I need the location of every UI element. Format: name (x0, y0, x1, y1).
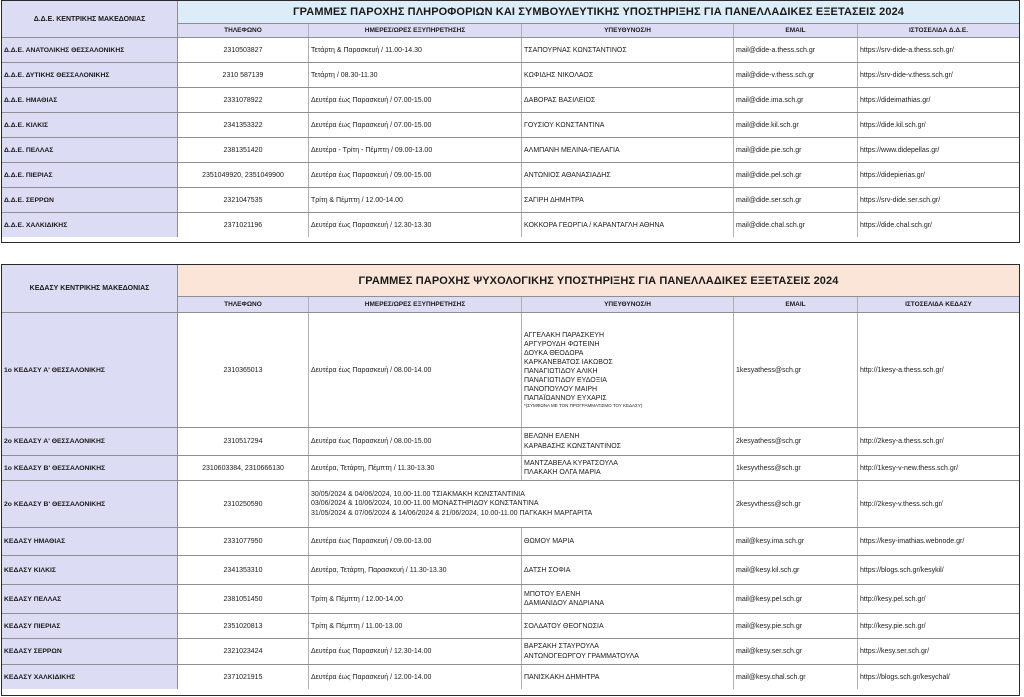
email-link[interactable]: mail@dide.kil.sch.gr (734, 113, 858, 137)
table-row (2, 427, 1019, 455)
row-org-name: Δ.Δ.Ε. ΣΕΡΡΩΝ (2, 188, 178, 212)
person-name: ΚΑΡΚΑΝΕΒΑΤΟΣ ΙΑΚΩΒΟΣ (524, 358, 613, 366)
table-row (2, 584, 1019, 613)
person-name: ΣΟΛΔΑΤΟΥ ΘΕΟΓΝΩΣΙΑ (524, 622, 604, 630)
table-row (2, 212, 1019, 237)
row-org-name: 2ο ΚΕΔΑΣΥ Β' ΘΕΣΣΑΛΟΝΙΚΗΣ (2, 481, 178, 527)
email-link[interactable]: mail@dide.pie.sch.gr (734, 138, 858, 162)
col-hours: ΗΜΕΡΕΣ/ΩΡΕΣ ΕΞΥΠΗΡΕΤΗΣΗΣ (309, 297, 522, 312)
col-website: ΙΣΤΟΣΕΛΙΔΑ Δ.Δ.Ε. (908, 27, 969, 34)
person-name: ΔΟΥΚΑ ΘΕΟΔΩΡΑ (524, 349, 584, 357)
person-name: ΠΑΝΑΓΙΩΤΙΔΟΥ ΕΥΔΟΞΙΑ (524, 377, 607, 385)
service-hours: Δευτέρα, Τετάρτη, Παρασκευή / 11.30-13.30 (309, 556, 522, 584)
row-org-name: Δ.Δ.Ε. ΑΝΑΤΟΛΙΚΗΣ ΘΕΣΣΑΛΟΝΙΚΗΣ (2, 38, 178, 62)
row-org-name: Δ.Δ.Ε. ΚΙΛΚΙΣ (2, 113, 178, 137)
website-link[interactable]: https://dide.chal.sch.gr/ (860, 221, 932, 229)
table-row (2, 555, 1019, 584)
phone-number: 2341353310 (178, 556, 309, 584)
table-row (2, 137, 1019, 162)
website-link[interactable]: https://kesy.ser.sch.gr/ (860, 648, 930, 655)
schedule-line: 30/05/2024 & 04/06/2024, 10.00-11.00 ΤΣΙΑΚΜΑΚΗ ΚΩΝΣΤΑΝΤΙΝΙΑ (311, 491, 525, 499)
service-hours: Τρίτη & Πέμπτη / 12.00-14.00 (309, 188, 522, 212)
person-name: ΔΑΤΣΗ ΣΟΦΙΑ (524, 566, 571, 574)
email-link[interactable]: mail@dide.ima.sch.gr (734, 88, 858, 112)
phone-number: 2310503827 (178, 38, 309, 62)
person-name: ΠΑΝΑΓΙΩΤΙΔΟΥ ΑΛΙΚΗ (524, 368, 598, 376)
table-row (2, 480, 1019, 527)
table-row (2, 187, 1019, 212)
website-link[interactable]: https://kesy-imathias.webnode.gr/ (860, 538, 965, 545)
website-link[interactable]: http://1kesy-a.thess.sch.gr/ (860, 366, 944, 374)
responsible-person: ΤΣΑΠΟΥΡΝΑΣ ΚΩΝΣΤΑΝΤΙΝΟΣ (522, 38, 734, 62)
person-name: ΒΑΡΣΑΚΗ ΣΤΑΥΡΟΥΛΑ (524, 643, 599, 651)
phone-number: 2381051450 (178, 585, 309, 613)
email-link[interactable]: mail@kesy.chal.sch.gr (734, 665, 858, 689)
phone-number: 2381351420 (178, 138, 309, 162)
phone-number: 2351020813 (178, 614, 309, 638)
website-link[interactable]: https://didepierias.gr/ (860, 171, 925, 179)
email-link[interactable]: mail@kesy.kil.sch.gr (734, 556, 858, 584)
phone-number: 2331077950 (178, 528, 309, 555)
phone-number: 2371021196 (178, 213, 309, 237)
email-link[interactable]: mail@dide.pel.sch.gr (734, 163, 858, 187)
table-row (2, 527, 1019, 555)
table-row (2, 37, 1019, 62)
table-header (2, 265, 1019, 312)
row-org-name: 2ο ΚΕΔΑΣΥ Α' ΘΕΣΣΑΛΟΝΙΚΗΣ (2, 428, 178, 455)
row-org-name: ΚΕΔΑΣΥ ΧΑΛΚΙΔΙΚΗΣ (2, 665, 178, 689)
website-link[interactable]: https://blogs.sch.gr/kesychal/ (860, 673, 950, 681)
service-hours: Δευτέρα έως Παρασκευή / 07.00-15.00 (309, 113, 522, 137)
website-link[interactable]: http://kesy.pie.sch.gr/ (860, 622, 926, 630)
row-org-name: 1ο ΚΕΔΑΣΥ Α' ΘΕΣΣΑΛΟΝΙΚΗΣ (2, 313, 178, 427)
service-hours: Δευτέρα έως Παρασκευή / 12.30-14.00 (309, 639, 522, 664)
phone-number: 2310365013 (178, 313, 309, 427)
website-link[interactable]: https://srv-dide-v.thess.sch.gr/ (860, 71, 953, 79)
person-name: ΠΑΝΙΣΚΑΚΗ ΔΗΜΗΤΡΑ (524, 673, 600, 681)
responsible-person: ΣΑΓΙΡΗ ΔΗΜΗΤΡΑ (522, 188, 734, 212)
row-org-name: Δ.Δ.Ε. ΠΙΕΡΙΑΣ (2, 163, 178, 187)
responsible-persons (522, 585, 734, 613)
kedasy-support-table (1, 264, 1020, 696)
col-phone: ΤΗΛΕΦΩΝΟ (178, 297, 309, 312)
responsible-persons (522, 428, 734, 455)
person-name: ΚΑΡΑΒΑΣΗΣ ΚΩΝΣΤΑΝΤΙΝΟΣ (524, 442, 621, 450)
phone-number: 2341353322 (178, 113, 309, 137)
person-name: ΠΑΝΟΠΟΥΛΟΥ ΜΑΙΡΗ (524, 386, 598, 394)
table-row (2, 455, 1019, 480)
service-hours: Τρίτη & Πέμπτη / 11.00-13.00 (309, 614, 522, 638)
table-org-heading: Δ.Δ.Ε. ΚΕΝΤΡΙΚΗΣ ΜΑΚΕΔΟΝΙΑΣ (2, 1, 178, 37)
responsible-persons (522, 313, 734, 427)
table-title: ΓΡΑΜΜΕΣ ΠΑΡΟΧΗΣ ΠΛΗΡΟΦΟΡΙΩΝ ΚΑΙ ΣΥΜΒΟΥΛΕΥΤΙΚΗΣ ΥΠΟΣΤΗΡΙΞΗΣ ΓΙΑ ΠΑΝΕΛΛΑΔΙΚΕΣ ΕΞΕΤΑΣΕΙΣ 2024 (178, 1, 1019, 24)
email-link[interactable]: mail@kesy.ser.sch.gr (734, 639, 858, 664)
phone-number: 2310517294 (178, 428, 309, 455)
row-org-name: Δ.Δ.Ε. ΔΥΤΙΚΗΣ ΘΕΣΣΑΛΟΝΙΚΗΣ (2, 63, 178, 87)
service-hours: Δευτέρα έως Παρασκευή / 08.00-15.00 (309, 428, 522, 455)
email-link[interactable]: 2kesyathess@sch.gr (734, 428, 858, 455)
col-person: ΥΠΕΥΘΥΝΟΣ/Η (522, 297, 734, 312)
service-hours: Δευτέρα έως Παρασκευή / 08.00-14.00 (309, 313, 522, 427)
website-link[interactable]: https://blogs.sch.gr/kesykil/ (860, 566, 944, 574)
responsible-person: ΚΟΚΚΟΡΑ ΓΕΩΡΓΙΑ / ΚΑΡΑΝΤΑΓΛΗ ΑΘΗΝΑ (522, 213, 734, 237)
person-name: ΒΕΛΩΝΗ ΕΛΕΝΗ (524, 433, 580, 441)
email-link[interactable]: mail@dide.chal.sch.gr (734, 213, 858, 237)
row-org-name: ΚΕΔΑΣΥ ΠΙΕΡΙΑΣ (2, 614, 178, 638)
column-headers (178, 24, 1019, 37)
responsible-persons (522, 639, 734, 664)
website-link[interactable]: http://1kesy-v-new.thess.sch.gr/ (860, 464, 959, 472)
schedule-line: 03/06/2024 & 10/06/2024, 10.00-11.00 ΜΟΝΑΣΤΗΡΙΔΟΥ ΚΩΝΣΤΑΝΤΙΝΑ (311, 500, 539, 508)
row-org-name: ΚΕΔΑΣΥ ΠΕΛΛΑΣ (2, 585, 178, 613)
phone-number: 2310 587139 (178, 63, 309, 87)
service-hours: Τετάρτη / 08.30-11.30 (309, 63, 522, 87)
service-hours: Δευτέρα έως Παρασκευή / 12.00-14.00 (309, 665, 522, 689)
responsible-persons (522, 665, 734, 689)
responsible-person: ΚΩΦΙΔΗΣ ΝΙΚΟΛΑΟΣ (522, 63, 734, 87)
row-org-name: Δ.Δ.Ε. ΗΜΑΘΙΑΣ (2, 88, 178, 112)
website-link[interactable]: https://www.didepellas.gr/ (860, 146, 940, 154)
table-header (2, 1, 1019, 37)
email-link[interactable]: mail@kesy.pel.sch.gr (734, 585, 858, 613)
service-hours: Τρίτη & Πέμπτη / 12.00-14.00 (309, 585, 522, 613)
person-name: ΔΑΜΙΑΝΙΔΟΥ ΑΝΔΡΙΑΝΑ (524, 600, 605, 607)
person-name: ΑΝΤΩΝΟΓΕΩΡΓΟΥ ΓΡΑΜΜΑΤΟΥΛΑ (524, 652, 639, 660)
website-link[interactable]: https://dide.kil.sch.gr/ (860, 121, 926, 129)
email-link[interactable]: mail@dide-v.thess.sch.gr (734, 63, 858, 87)
service-hours: Δευτέρα - Τρίτη - Πέμπτη / 09.00-13.00 (309, 138, 522, 162)
email-link[interactable]: 1kesyvthess@sch.gr (734, 456, 858, 480)
table-row (2, 112, 1019, 137)
phone-number: 2371021915 (178, 665, 309, 689)
person-name: ΜΠΟΤΟΥ ΕΛΕΝΗ (524, 590, 581, 598)
website-link[interactable]: https://srv-dide-a.thess.sch.gr/ (860, 46, 954, 54)
website-link[interactable]: http://kesy.pel.sch.gr/ (860, 595, 926, 603)
col-phone: ΤΗΛΕΦΩΝΟ (178, 24, 309, 37)
row-org-name: ΚΕΔΑΣΥ ΚΙΛΚΙΣ (2, 556, 178, 584)
table-row (2, 62, 1019, 87)
website-link[interactable]: https://srv-dide.ser.sch.gr/ (860, 196, 941, 204)
table-row (2, 312, 1019, 427)
service-hours: Τετάρτη & Παρασκευή / 11.00-14.30 (309, 38, 522, 62)
col-email: EMAIL (734, 297, 858, 312)
responsible-persons (522, 528, 734, 555)
schedule-note: *(ΣΥΜΦΩΝΑ ΜΕ ΤΟΝ ΠΡΟΓΡΑΜΜΑΤΙΣΜΟ ΤΟΥ ΚΕΔΑΣΥ) (524, 403, 643, 409)
col-email: EMAIL (734, 24, 858, 37)
row-org-name: Δ.Δ.Ε. ΧΑΛΚΙΔΙΚΗΣ (2, 213, 178, 237)
col-person: ΥΠΕΥΘΥΝΟΣ/Η (522, 24, 734, 37)
service-hours: Δευτέρα έως Παρασκευή / 09.00-13.00 (309, 528, 522, 555)
email-link[interactable]: mail@dide-a.thess.sch.gr (734, 38, 858, 62)
website-link[interactable]: https://dideimathias.gr/ (860, 96, 931, 104)
schedule-with-persons (309, 481, 734, 527)
table-row (2, 664, 1019, 689)
person-name: ΠΛΑΚΑΚΗ ΟΛΓΑ ΜΑΡΙΑ (524, 469, 601, 476)
person-name: ΑΓΓΕΛΑΚΗ ΠΑΡΑΣΚΕΥΗ (524, 331, 604, 339)
column-headers (178, 297, 1019, 312)
email-link[interactable]: 1kesyathess@sch.gr (734, 313, 858, 427)
phone-number: 2331078922 (178, 88, 309, 112)
person-name: ΜΑΝΤΖΑΒΕΛΑ ΚΥΡΑΤΣΟΥΛΑ (524, 459, 618, 467)
responsible-person: ΑΝΤΩΝΙΟΣ ΑΘΑΝΑΣΙΑΔΗΣ (522, 163, 734, 187)
email-link[interactable]: mail@kesy.ima.sch.gr (734, 528, 858, 555)
row-org-name: ΚΕΔΑΣΥ ΗΜΑΘΙΑΣ (2, 528, 178, 555)
responsible-persons (522, 614, 734, 638)
table-row (2, 638, 1019, 664)
col-website: ΙΣΤΟΣΕΛΙΔΑ ΚΕΔΑΣΥ (905, 301, 972, 308)
person-name: ΑΡΓΥΡΟΥΔΗ ΦΩΤΕΙΝΗ (524, 340, 600, 348)
email-link[interactable]: 2kesyvthess@sch.gr (734, 481, 858, 527)
phone-number: 2321023424 (178, 639, 309, 664)
phone-number: 2310603384, 2310666130 (178, 456, 309, 480)
table-row (2, 162, 1019, 187)
responsible-persons (522, 456, 734, 480)
col-hours: ΗΜΕΡΕΣ/ΩΡΕΣ ΕΞΥΠΗΡΕΤΗΣΗΣ (309, 24, 522, 37)
responsible-person: ΔΑΒΟΡΑΣ ΒΑΣΙΛΕΙΟΣ (522, 88, 734, 112)
table-row (2, 613, 1019, 638)
person-name: ΘΩΜΟΥ ΜΑΡΙΑ (524, 538, 574, 545)
service-hours: Δευτέρα έως Παρασκευή / 07.00-15.00 (309, 88, 522, 112)
table-title: ΓΡΑΜΜΕΣ ΠΑΡΟΧΗΣ ΨΥΧΟΛΟΓΙΚΗΣ ΥΠΟΣΤΗΡΙΞΗΣ ΓΙΑ ΠΑΝΕΛΛΑΔΙΚΕΣ ΕΞΕΤΑΣΕΙΣ 2024 (178, 265, 1019, 297)
responsible-person: ΓΟΥΣΙΟΥ ΚΩΝΣΤΑΝΤΙΝΑ (522, 113, 734, 137)
responsible-persons (522, 556, 734, 584)
table-org-heading: ΚΕΔΑΣΥ ΚΕΝΤΡΙΚΗΣ ΜΑΚΕΔΟΝΙΑΣ (2, 265, 178, 312)
service-hours: Δευτέρα έως Παρασκευή / 12.30-13.30 (309, 213, 522, 237)
person-name: ΠΑΠΑΪΩΑΝΝΟΥ ΕΥΧΑΡΙΣ (524, 395, 607, 403)
email-link[interactable]: mail@dide.ser.sch.gr (734, 188, 858, 212)
service-hours: Δευτέρα, Τετάρτη, Πέμπτη / 11.30-13.30 (309, 456, 522, 480)
phone-number: 2310250590 (178, 481, 309, 527)
phone-number: 2321047535 (178, 188, 309, 212)
row-org-name: ΚΕΔΑΣΥ ΣΕΡΡΩΝ (2, 639, 178, 664)
website-link[interactable]: http://2kesy-a.thess.sch.gr/ (860, 438, 944, 445)
service-hours: Δευτέρα έως Παρασκευή / 09.00-15.00 (309, 163, 522, 187)
responsible-person: ΑΛΜΠΑΝΗ ΜΕΛΙΝΑ-ΠΕΛΑΓΙΑ (522, 138, 734, 162)
dde-info-table (1, 0, 1020, 243)
row-org-name: 1ο ΚΕΔΑΣΥ Β' ΘΕΣΣΑΛΟΝΙΚΗΣ (2, 456, 178, 480)
phone-number: 2351049920, 2351049900 (178, 163, 309, 187)
row-org-name: Δ.Δ.Ε. ΠΕΛΛΑΣ (2, 138, 178, 162)
website-link[interactable]: http://2kesy-v.thess.sch.gr/ (860, 500, 943, 508)
table-row (2, 87, 1019, 112)
email-link[interactable]: mail@kesy.pie.sch.gr (734, 614, 858, 638)
schedule-line: 31/05/2024 & 07/06/2024 & 14/06/2024 & 21/06/2024, 10.00-11.00 ΠΑΓΚΑΚΗ ΜΑΡΓΑΡΙΤΑ (311, 509, 593, 517)
